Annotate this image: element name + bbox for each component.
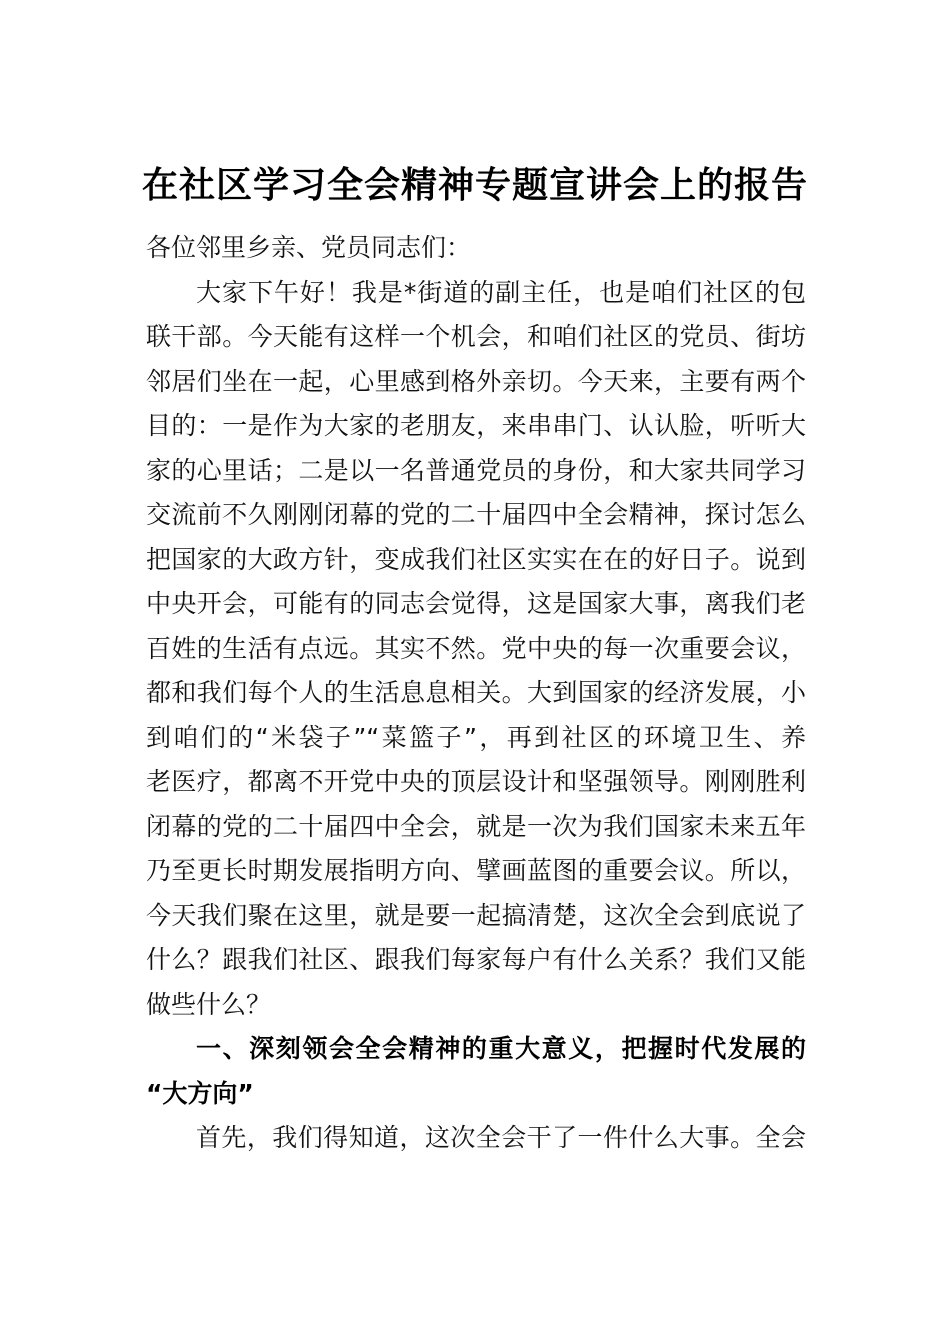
intro-line: 乃至更长时期发展指明方向、擘画蓝图的重要会议。所以， xyxy=(146,856,806,885)
intro-line: 目的：一是作为大家的老朋友，来串串门、认认脸，听听大 xyxy=(146,411,806,440)
section-paragraph-line: 首先，我们得知道，这次全会干了一件什么大事。全会 xyxy=(196,1123,806,1152)
document-title: 在社区学习全会精神专题宣讲会上的报告 xyxy=(141,164,808,206)
document-body xyxy=(146,226,806,1161)
intro-line: 交流前不久刚刚闭幕的党的二十届四中全会精神，探讨怎么 xyxy=(146,500,806,529)
intro-line: 都和我们每个人的生活息息相关。大到国家的经济发展，小 xyxy=(146,678,806,707)
intro-line: 把国家的大政方针，变成我们社区实实在在的好日子。说到 xyxy=(146,544,806,574)
intro-line: 家的心里话；二是以一名普通党员的身份，和大家共同学习 xyxy=(146,455,806,485)
intro-line: 老医疗，都离不开党中央的顶层设计和坚强领导。刚刚胜利 xyxy=(146,767,806,796)
intro-line: 今天我们聚在这里，就是要一起搞清楚，这次全会到底说了 xyxy=(146,900,806,930)
intro-line: 联干部。今天能有这样一个机会，和咱们社区的党员、街坊 xyxy=(146,322,806,351)
intro-line: 做些什么？ xyxy=(146,989,272,1019)
section-heading: 一、深刻领会全会精神的重大意义，把握时代发展的 xyxy=(196,1034,806,1063)
intro-line: 什么？跟我们社区、跟我们每家每户有什么关系？我们又能 xyxy=(146,945,806,974)
intro-line: 大家下午好！我是*街道的副主任，也是咱们社区的包 xyxy=(196,277,806,307)
intro-line: 邻居们坐在一起，心里感到格外亲切。今天来，主要有两个 xyxy=(146,366,806,396)
section-heading: “大方向” xyxy=(146,1078,254,1108)
intro-line: 到咱们的“米袋子”“菜篮子”，再到社区的环境卫生、养 xyxy=(146,722,806,752)
intro-line: 中央开会，可能有的同志会觉得，这是国家大事，离我们老 xyxy=(146,589,806,618)
intro-line: 百姓的生活有点远。其实不然。党中央的每一次重要会议， xyxy=(146,633,806,663)
salutation: 各位邻里乡亲、党员同志们： xyxy=(146,233,472,262)
intro-line: 闭幕的党的二十届四中全会，就是一次为我们国家未来五年 xyxy=(146,811,806,841)
